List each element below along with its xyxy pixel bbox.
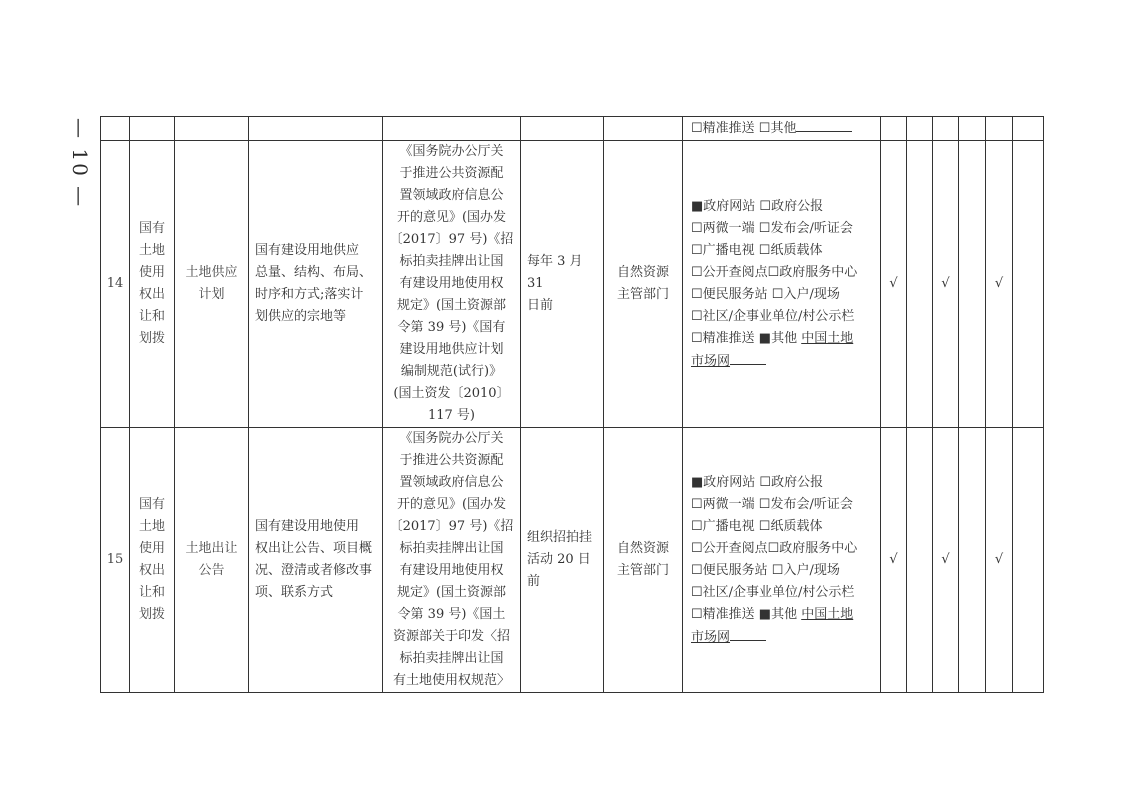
check-cell <box>959 428 986 693</box>
page-number <box>64 118 94 209</box>
channel-cell <box>683 141 881 428</box>
check-cell: √ <box>986 141 1013 428</box>
channel-line: ☐两微一端 ☐发布会/听证会 <box>691 220 853 236</box>
channel-line: ☐精准推送 <box>691 121 755 136</box>
dept-cell: 自然资源 主管部门 <box>604 428 683 693</box>
basis-cell: 《国务院办公厅关 于推进公共资源配 置领域政府信息公 开的意见》(国办发 〔2017〕97 号)《招 标拍卖挂牌出让国 有建设用地使用权 规定》(国土资源部 令第 39 号)《国有 建设用地供应计划 编制规范(试行)》 (国土资发〔2010〕 117 号) <box>383 141 521 428</box>
blank-underline <box>730 626 766 641</box>
time-cell: 组织招拍挂 活动 20 日 前 <box>521 428 604 693</box>
content-cell: 国有建设用地供应 总量、结构、布局、 时序和方式;落实计 划供应的宗地等 <box>249 141 383 428</box>
channel-line: ☐社区/企事业单位/村公示栏 <box>691 308 855 324</box>
check-cell <box>1013 141 1044 428</box>
other-channel-text: 中国土地 <box>801 330 854 346</box>
channel-line: ☐其他 <box>758 121 797 136</box>
table-row <box>101 141 1044 428</box>
row-number: 15 <box>101 428 130 693</box>
basis-cell: 《国务院办公厅关 于推进公共资源配 置领域政府信息公 开的意见》(国办发 〔2017〕97 号)《招 标拍卖挂牌出让国 有建设用地使用权 规定》(国土资源部 令第 39 号)《国土 资源部关于印发〈招 标拍卖挂牌出让国 有土地使用权规范〉 <box>383 428 521 693</box>
channel-line: ☐精准推送 ■其他 <box>691 330 798 346</box>
channel-line: ■政府网站 ☐政府公报 <box>691 198 824 214</box>
channel-line: ☐广播电视 ☐纸质载体 <box>691 242 823 258</box>
row-number: 14 <box>101 141 130 428</box>
check-cell <box>907 428 933 693</box>
check-cell <box>907 141 933 428</box>
disclosure-table <box>100 116 1044 693</box>
content-cell: 国有建设用地使用 权出让公告、项目概 况、澄清或者修改事 项、联系方式 <box>249 428 383 693</box>
page-number-text: — 10 — <box>68 118 92 209</box>
channel-line: ☐便民服务站 ☐入户/现场 <box>691 286 840 302</box>
channel-cell <box>683 117 881 141</box>
channel-line: ☐便民服务站 ☐入户/现场 <box>691 562 840 578</box>
channel-line: ☐公开查阅点☐政府服务中心 <box>691 540 858 556</box>
check-cell <box>959 141 986 428</box>
blank-underline <box>796 117 852 132</box>
check-cell: √ <box>933 428 959 693</box>
check-cell: √ <box>881 141 907 428</box>
other-channel-text-2: 市场网 <box>691 353 731 369</box>
blank-underline <box>730 350 766 365</box>
table-row-continuation <box>101 117 1044 141</box>
item-cell: 土地出让 公告 <box>175 428 249 693</box>
channel-cell <box>683 428 881 693</box>
channel-line: ☐精准推送 ■其他 <box>691 606 798 622</box>
item-cell: 土地供应 计划 <box>175 141 249 428</box>
channel-line: ■政府网站 ☐政府公报 <box>691 474 824 490</box>
check-cell: √ <box>986 428 1013 693</box>
channel-line: ☐广播电视 ☐纸质载体 <box>691 518 823 534</box>
channel-line: ☐两微一端 ☐发布会/听证会 <box>691 496 853 512</box>
time-cell: 每年 3 月 31 日前 <box>521 141 604 428</box>
dept-cell: 自然资源 主管部门 <box>604 141 683 428</box>
table-row <box>101 428 1044 693</box>
channel-line: ☐社区/企事业单位/村公示栏 <box>691 584 855 600</box>
other-channel-text-2: 市场网 <box>691 629 731 645</box>
channel-line: ☐公开查阅点☐政府服务中心 <box>691 264 858 280</box>
category-cell: 国有 土地 使用 权出 让和 划拨 <box>130 141 175 428</box>
check-cell: √ <box>881 428 907 693</box>
check-cell: √ <box>933 141 959 428</box>
other-channel-text: 中国土地 <box>801 606 854 622</box>
category-cell: 国有 土地 使用 权出 让和 划拨 <box>130 428 175 693</box>
check-cell <box>1013 428 1044 693</box>
